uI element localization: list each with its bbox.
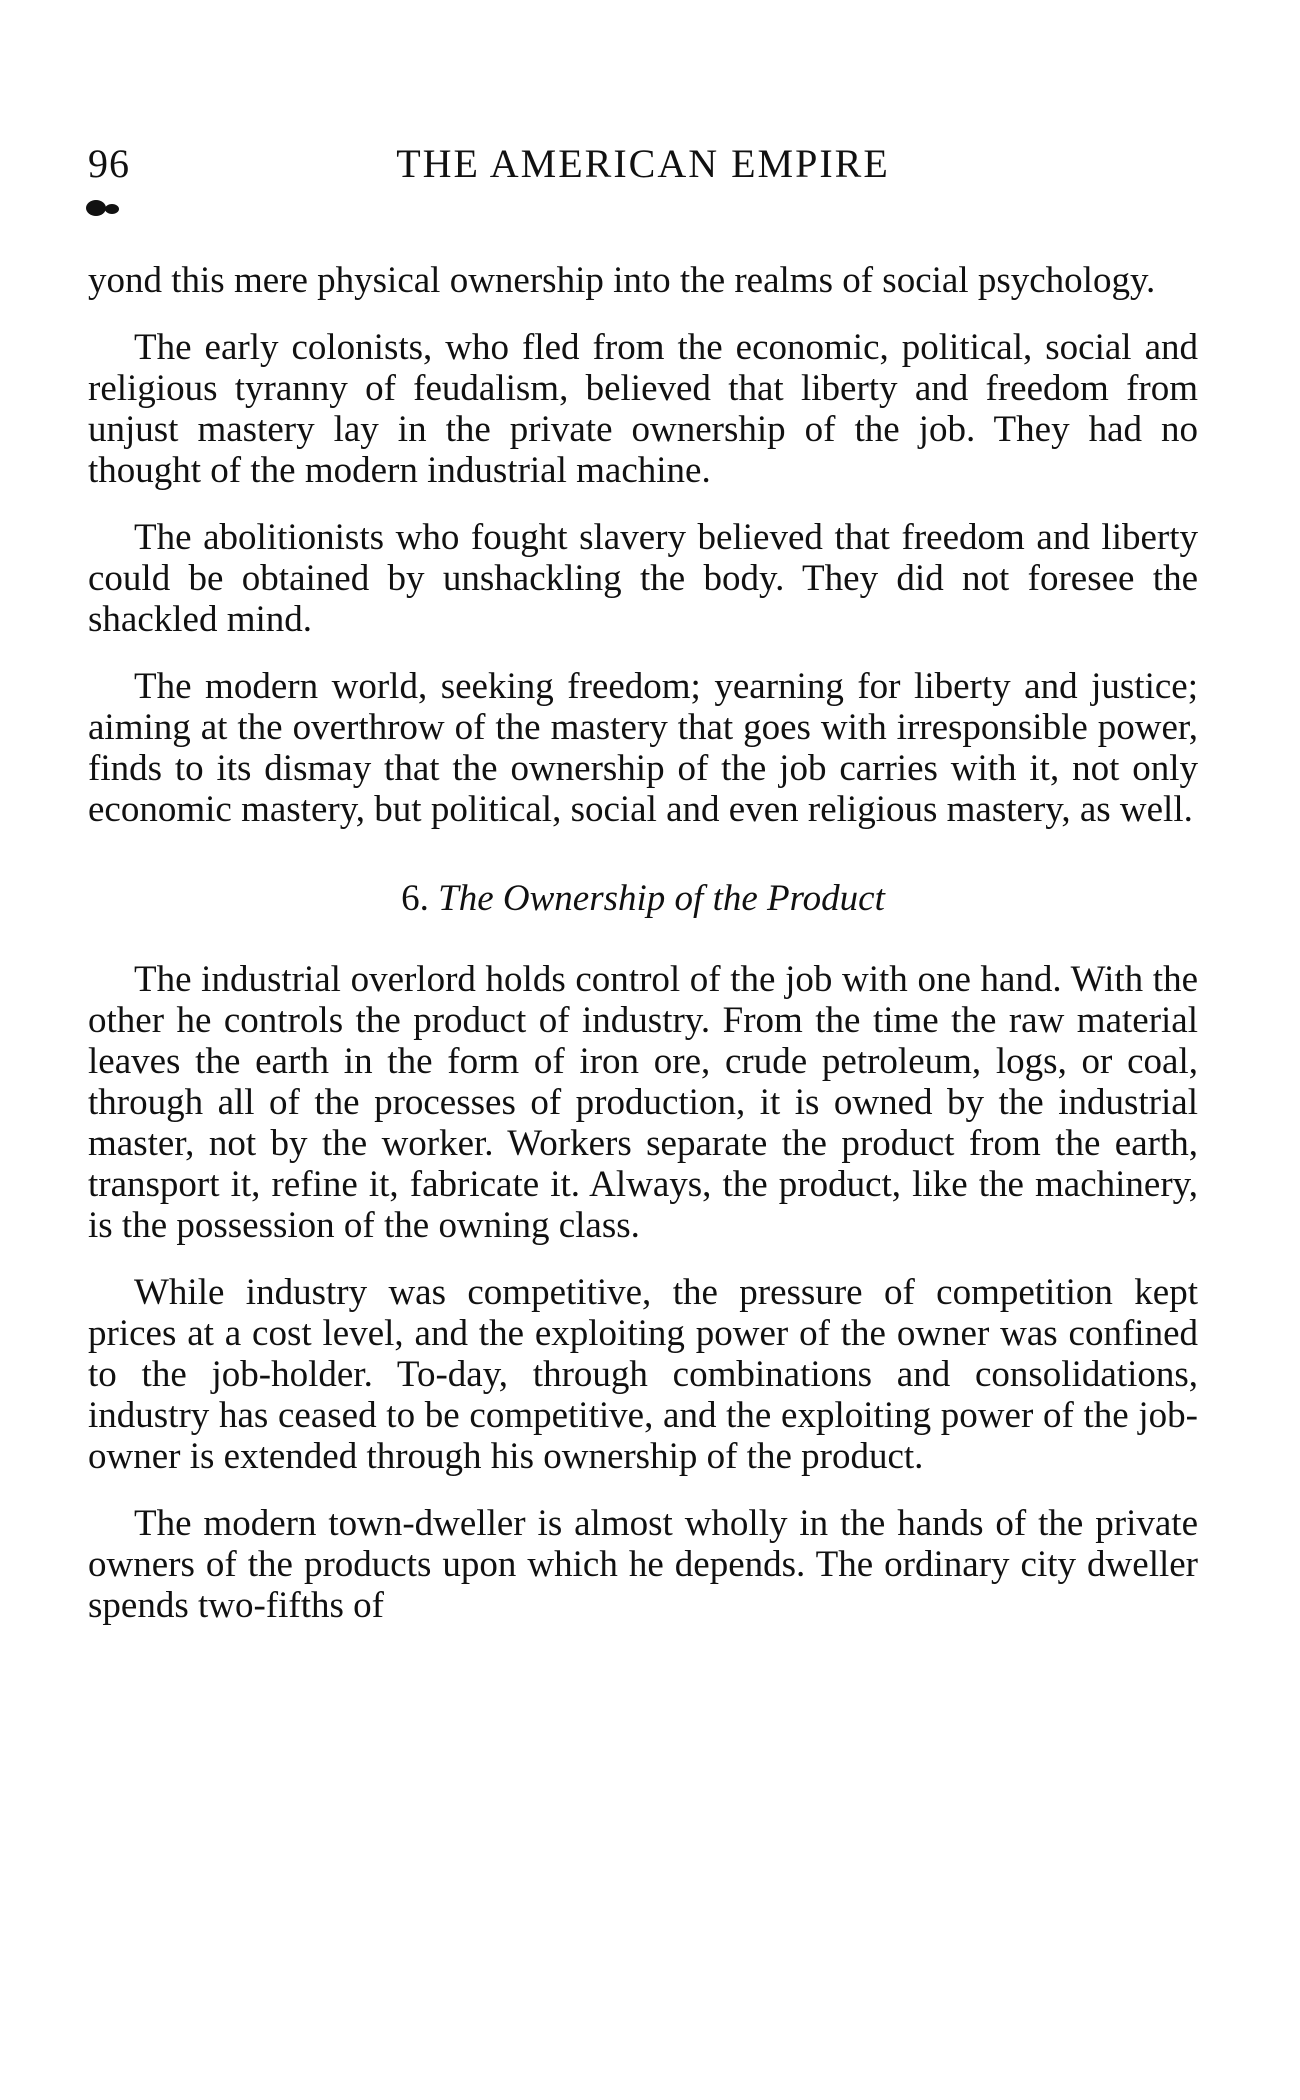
- page-number: 96: [88, 141, 130, 186]
- section-heading: [88, 878, 1198, 919]
- paragraph: The abolitionists who fought slavery believed that freedom and liberty could be obtained by unshackling the body. They did not foresee the shackled mind.: [88, 517, 1198, 640]
- body-text: [88, 260, 1198, 1626]
- paragraph: The industrial overlord holds control of the job with one hand. With the other he controls the product of industry. From the time the raw material leaves the earth in the form of iron ore, crude petroleum, logs, or coal, through all of the processes of production, it is owned by the industrial master, not by the worker. Workers separate the product from the earth, transport it, refine it, fabricate it. Always, the product, like the machinery, is the possession of the owning class.: [88, 959, 1198, 1246]
- running-title: THE AMERICAN EMPIRE: [396, 141, 890, 186]
- paragraph-continued: yond this mere physical ownership into the realms of social psychology.: [88, 260, 1156, 301]
- ink-blot-mark: [84, 198, 124, 218]
- section-title: The Ownership of the Product: [438, 878, 885, 919]
- paragraph: The early colonists, who fled from the economic, political, social and religious tyranny of feudalism, believed that liberty and freedom from unjust mastery lay in the private ownership of the job. They had no thought of the modern industrial machine.: [88, 327, 1198, 491]
- running-head: [88, 140, 1198, 200]
- book-page: [88, 140, 1198, 1652]
- paragraph: The modern world, seeking freedom; yearning for liberty and justice; aiming at the overthrow of the mastery that goes with irresponsible power, finds to its dismay that the ownership of the job carries with it, not only economic mastery, but political, social and even religious mastery, as well.: [88, 666, 1198, 830]
- section-number: 6.: [401, 878, 429, 919]
- paragraph: While industry was competitive, the pressure of competition kept prices at a cost level, and the exploiting power of the owner was confined to the job-holder. To-day, through combinations and consolidations, industry has ceased to be competitive, and the exploiting power of the job-owner is extended through his ownership of the product.: [88, 1272, 1198, 1477]
- paragraph: The modern town-dweller is almost wholly in the hands of the private owners of the products upon which he depends. The ordinary city dweller spends two-fifths of: [88, 1503, 1198, 1626]
